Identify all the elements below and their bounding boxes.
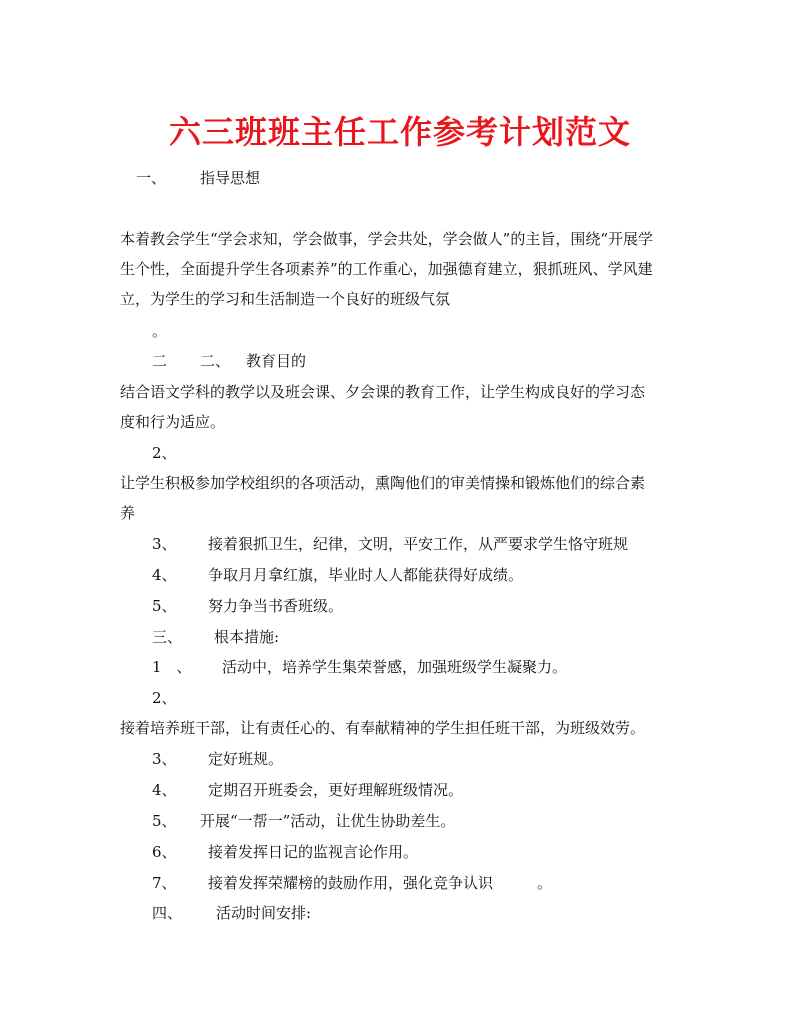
section-3-heading (0, 626, 800, 648)
paragraph-line: 度和行为适应。 (120, 413, 226, 431)
list-item-number: 4、 (152, 781, 177, 799)
list-item-number: 2、 (152, 444, 177, 462)
list-item (0, 564, 800, 586)
list-item-number: 1 、 (152, 658, 192, 676)
list-item-text: 开展“一帮一”活动，让优生协助差生。 (200, 812, 456, 830)
list-item-text: 活动中，培养学生集荣誉感，加强班级学生凝聚力。 (222, 658, 568, 676)
list-item (0, 872, 800, 894)
paragraph-line: 本着教会学生“学会求知，学会做事，学会共处，学会做人”的主旨，围绕“开展学 (120, 230, 654, 248)
list-item-number: 5、 (152, 597, 177, 615)
section-1-heading (0, 167, 800, 189)
paragraph-line: 结合语文学科的教学以及班会课、夕会课的教育工作，让学生构成良好的学习态 (120, 383, 646, 401)
list-item-number: 3、 (152, 535, 177, 553)
section-2-number-b: 二、 (200, 352, 231, 370)
list-item-text: 接着发挥日记的监视言论作用。 (208, 843, 419, 861)
section-2-number-a: 二 (152, 352, 168, 370)
list-item-text: 争取月月拿红旗，毕业时人人都能获得好成绩。 (208, 566, 524, 584)
trailing-punctuation: 。 (152, 322, 168, 340)
list-item-number: 6、 (152, 843, 177, 861)
list-item-text: 接着狠抓卫生，纪律，文明，平安工作，从严要求学生恪守班规 (208, 535, 629, 553)
list-item (0, 841, 800, 863)
paragraph-line: 养 (120, 504, 136, 522)
section-4-number: 四、 (152, 904, 183, 922)
list-item-text: 接着发挥荣耀榜的鼓励作用，强化竞争认识 (208, 874, 494, 892)
list-item (0, 595, 800, 617)
list-item-number: 3、 (152, 750, 177, 768)
list-item (0, 533, 800, 555)
paragraph-line: 生个性，全面提升学生各项素养”的工作重心，加强德育建立，狠抓班风、学风建 (120, 260, 653, 278)
list-item-text: 定好班规。 (208, 750, 284, 768)
list-item-number: 2、 (152, 689, 177, 707)
document-title: 六三班班主任工作参考计划范文 (168, 113, 631, 151)
list-item (0, 656, 800, 678)
list-item (0, 748, 800, 770)
list-item-number: 7、 (152, 874, 177, 892)
paragraph-line: 让学生积极参加学校组织的各项活动，熏陶他们的审美情操和锻炼他们的综合素 (120, 474, 646, 492)
section-1-title: 指导思想 (200, 169, 261, 187)
section-4-title: 活动时间安排: (216, 904, 312, 922)
list-item (0, 779, 800, 801)
list-item-number: 4、 (152, 566, 177, 584)
section-2-title: 教育目的 (246, 352, 307, 370)
paragraph-line: 接着培养班干部，让有责任心的、有奉献精神的学生担任班干部，为班级效劳。 (120, 719, 646, 737)
list-item-text: 定期召开班委会，更好理解班级情况。 (208, 781, 464, 799)
paragraph-line: 立，为学生的学习和生活制造一个良好的班级气氛 (120, 290, 451, 308)
section-3-title: 根本措施: (214, 628, 280, 646)
section-1-number: 一、 (136, 169, 167, 187)
section-3-number: 三、 (152, 628, 183, 646)
trailing-punctuation: 。 (537, 874, 553, 892)
section-4-heading (0, 902, 800, 924)
list-item-number: 5、 (152, 812, 177, 830)
section-2-heading (0, 350, 800, 372)
list-item (0, 810, 800, 832)
list-item-text: 努力争当书香班级。 (208, 597, 344, 615)
